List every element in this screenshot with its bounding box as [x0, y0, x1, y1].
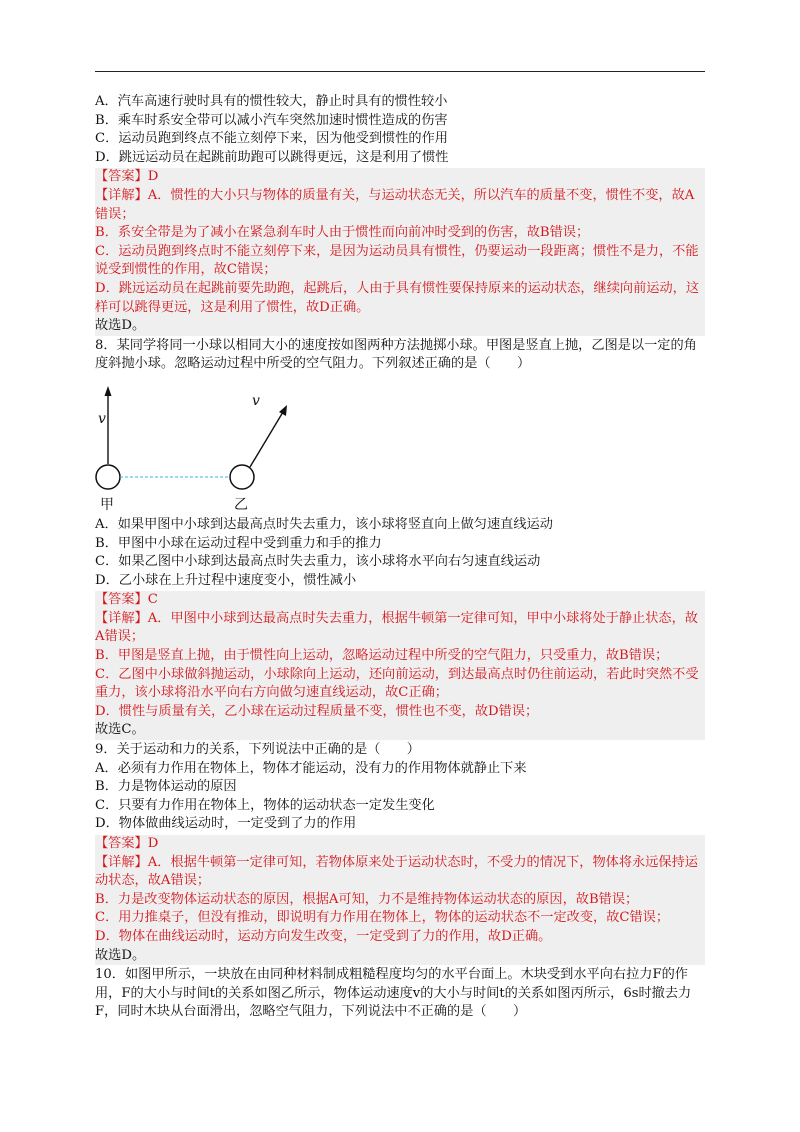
- q9-answer-block: [95, 835, 705, 965]
- q9-answer: 【答案】D: [95, 836, 159, 851]
- header-rule: [95, 71, 705, 72]
- q8-option-b: B．甲图中小球在运动过程中受到重力和手的推力: [95, 535, 382, 551]
- q7-detail-a: [95, 187, 705, 224]
- q7-detail-d: D．跳远运动员在起跳前要先助跑，起跳后，人由于具有惯性要保持原来的运动状态，继续向前运动，这样可以跳得更远，这是利用了惯性，故D正确。: [95, 280, 700, 315]
- q9-detail-a-text: A．根据牛顿第一定律可知，若物体原来处于运动状态时，不受力的情况下，物体将永远保持运动状态，故A错误；: [95, 854, 698, 889]
- q8-detail-a-text: A．甲图中小球到达最高点时失去重力，根据牛顿第一定律可知，甲中小球将处于静止状态，故A错误；: [95, 610, 698, 645]
- q8-ball-yi: [230, 465, 254, 489]
- q8-answer: 【答案】C: [95, 592, 158, 608]
- q7-option-b: B．乘车时系安全带可以减小汽车突然加速时惯性造成的伤害: [95, 112, 448, 128]
- q7-answer: 【答案】D: [95, 169, 159, 185]
- q7-detail-b: B．系安全带是为了减小在紧急刹车时人由于惯性而向前冲时受到的伤害，故B错误；: [95, 225, 590, 241]
- q9-option-a: A．必须有力作用在物体上，物体才能运动，没有力的作用物体就静止下来: [95, 760, 527, 776]
- q8-detail-d: D．惯性与质量有关，乙小球在运动过程质量不变，惯性也不变，故D错误；: [95, 703, 539, 719]
- q8-figure-captions: [95, 496, 705, 516]
- q8-arrow-oblique-head: [279, 405, 287, 416]
- q7-options: [95, 93, 705, 167]
- q8-option-c: C．如果乙图中小球到达最高点时失去重力，该小球将水平向右匀速直线运动: [95, 554, 541, 570]
- q9-conclusion: 故选D。: [95, 947, 146, 963]
- q9-detail-c: C．用力推桌子，但没有推动，即说明有力作用在物体上，物体的运动状态不一定改变，故C错误；: [95, 910, 670, 926]
- q8-arrow-oblique: [250, 412, 283, 467]
- q7-detail-tag: 【详解】: [95, 187, 148, 203]
- q8-options: [95, 516, 705, 590]
- q7-answer-block: [95, 168, 705, 335]
- q9-detail-a: [95, 854, 705, 891]
- q7-option-c: C．运动员跑到终点不能立刻停下来，因为他受到惯性的作用: [95, 131, 448, 147]
- q9-option-c: C．只要有力作用在物体上，物体的运动状态一定发生变化: [95, 797, 435, 813]
- q8-detail-c: C．乙图中小球做斜抛运动，小球除向上运动，还向前运动，到达最高点时仍往前运动，若此时突然不受重力，该小球将沿水平向右方向做匀速直线运动，故C正确；: [95, 666, 699, 701]
- q8-option-d: D．乙小球在上升过程中速度变小，惯性减小: [95, 572, 357, 588]
- q7-option-d: D．跳远运动员在起跳前助跑可以跳得更远，这是利用了惯性: [95, 149, 449, 165]
- q8-detail-a: [95, 610, 705, 647]
- q8-detail-tag: 【详解】: [95, 610, 148, 626]
- q8-label-v-right: v: [252, 392, 260, 409]
- q8-detail-b: B．甲图是竖直上抛，由于惯性向上运动，忽略运动过程中所受的空气阻力，只受重力，故B错误；: [95, 648, 669, 664]
- q8-caption-yi: 乙: [234, 496, 248, 513]
- q7-option-a: A．汽车高速行驶时具有的惯性较大，静止时具有的惯性较小: [95, 94, 448, 109]
- q10-stem: 10．如图甲所示，一块放在由同种材料制成粗糙程度均匀的水平台面上。木块受到水平向右拉力F的作用，F的大小与时间t的关系如图乙所示，物体运动速度v的大小与时间t的关系如图丙所示，6s时撤去力F，同时木块从台面滑出，忽略空气阻力，下列说法中不正确的是（ ）: [95, 967, 692, 1020]
- q8-figure-svg: [95, 374, 315, 496]
- q9-option-d: D．物体做曲线运动时，一定受到了力的作用: [95, 816, 357, 832]
- q9-detail-d: D．物体在曲线运动时，运动方向发生改变，一定受到了力的作用，故D正确。: [95, 928, 552, 944]
- q9-stem: 9．关于运动和力的关系，下列说法中正确的是（ ）: [95, 742, 420, 758]
- q7-detail-a-text: A．惯性的大小只与物体的质量有关，与运动状态无关，所以汽车的质量不变，惯性不变，故A错误；: [95, 187, 695, 222]
- q8-conclusion: 故选C。: [95, 722, 145, 738]
- q7-detail-c: C．运动员跑到终点时不能立刻停下来，是因为运动员具有惯性，仍要运动一段距离；惯性不是力，不能说受到惯性的作用，故C错误；: [95, 243, 699, 278]
- q8-caption-jia: 甲: [100, 496, 114, 513]
- q9-options: [95, 760, 705, 834]
- q8-option-a: A．如果甲图中小球到达最高点时失去重力，该小球将竖直向上做匀速直线运动: [95, 516, 553, 532]
- q8-label-v-left: v: [98, 410, 106, 427]
- q9-option-b: B．力是物体运动的原因: [95, 779, 237, 795]
- q8-answer-block: [95, 591, 705, 740]
- q8-stem: 8．某同学将同一小球以相同大小的速度按如图两种方法抛掷小球。甲图是竖直上抛，乙图是以一定的角度斜抛小球。忽略运动过程中所受的空气阻力。下列叙述正确的是（ ）: [95, 337, 697, 372]
- q9-detail-b: B．力是改变物体运动状态的原因，根据A可知，力不是维持物体运动状态的原因，故B错误；: [95, 891, 639, 907]
- document-body: [95, 93, 705, 1022]
- q8-ball-jia: [96, 465, 120, 489]
- q9-detail-tag: 【详解】: [95, 854, 148, 870]
- q8-figure: [95, 374, 705, 496]
- q8-arrow-up-head: [105, 386, 112, 396]
- q7-conclusion: 故选D。: [95, 318, 146, 334]
